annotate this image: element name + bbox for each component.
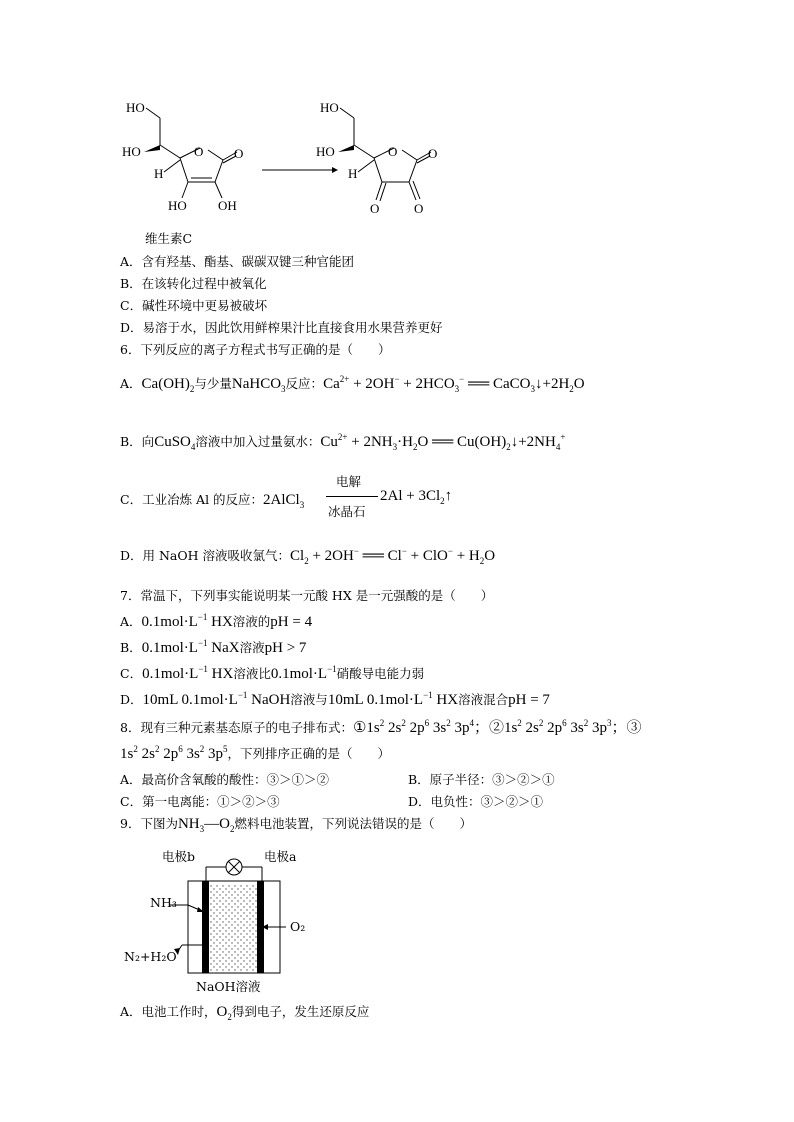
svg-text:O: O	[234, 146, 244, 161]
electrolyte-label: NaOH溶液	[196, 979, 261, 994]
electrolysis-condition-top: 电解	[336, 474, 362, 489]
q5-option-b: B．在该转化过程中被氧化	[120, 276, 267, 291]
vitamin-c-reaction-diagram	[110, 90, 470, 235]
svg-text:O: O	[370, 201, 380, 216]
svg-text:O: O	[428, 146, 438, 161]
q7-stem: 7．常温下，下列事实能说明某一元酸 HX 是一元强酸的是（ ）	[120, 588, 494, 603]
q6-option-c: C．工业冶炼 Al 的反应：2AlCl$_3$	[120, 492, 305, 510]
electrode-b-label: 电极b	[162, 849, 196, 864]
nh3-label: NH₃	[150, 895, 177, 910]
svg-text:HO: HO	[320, 100, 339, 115]
electrode-a-label: 电极a	[264, 849, 297, 864]
q8-option-a: A．最高价含氧酸的酸性：③＞①＞②	[120, 772, 330, 787]
svg-text:HO: HO	[316, 144, 335, 159]
q5-option-d: D．易溶于水，因此饮用鲜榨果汁比直接食用水果营养更好	[120, 320, 443, 335]
svg-text:O: O	[388, 144, 398, 159]
q5-option-a: A．含有羟基、酯基、碳碳双键三种官能团	[120, 254, 355, 269]
q6-option-a: A．$Ca(OH)_2$与少量NaHCO$_3$反应：$Ca^{2+} + 2OH^- + 2HCO_3^-$ ══ $CaCO_3↓+2H_2O$	[120, 374, 585, 394]
q6-option-b: B．向CuSO$_4$溶液中加入过量氨水：$Cu^{2+} + 2NH_3\cdot H_2O$ ══ $Cu(OH)_2↓+2NH_4^+$	[120, 432, 566, 452]
q8-option-b: B．原子半径：③＞②＞①	[408, 772, 555, 787]
q7-option-a: A．$0.1mol\cdot L^{-1}$ HX溶液的pH = 4	[120, 612, 313, 630]
q7-option-b: B．$0.1mol\cdot L^{-1}$ NaX溶液pH > 7	[120, 638, 307, 656]
q8-stem: 8．现有三种元素基态原子的电子排布式：$①1s^2$ $2s^2$ $2p^6$ $3s^2$ $3p^4$；$②1s^2$ $2s^2$ $2p^6$ $3s^2$ $3p^3$；③	[120, 718, 642, 736]
svg-text:O: O	[194, 144, 204, 159]
svg-text:O: O	[414, 201, 424, 216]
q6-stem: 6．下列反应的离子方程式书写正确的是（ ）	[120, 342, 391, 357]
products-label: N₂+H₂O	[124, 949, 177, 964]
q7-option-d: D．10mL $0.1mol\cdot L^{-1}$ NaOH溶液与10mL $0.1mol\cdot L^{-1}$ HX溶液混合pH = 7	[120, 690, 550, 708]
o2-label: O₂	[290, 919, 306, 934]
q9-option-a: A．电池工作时，$O_2$得到电子，发生还原反应	[120, 1004, 370, 1022]
svg-text:HO: HO	[126, 100, 145, 115]
q6-option-d: D．用 NaOH 溶液吸收氯气：$Cl_2 + 2OH^-$ ══ $Cl^- + ClO^- + H_2O$	[120, 546, 496, 566]
svg-text:H: H	[154, 166, 164, 181]
q8-stem-cont: $1s^2$ $2s^2$ $2p^6$ $3s^2$ $3p^5$，下列排序正确的是（ ）	[120, 744, 391, 762]
condition-line	[326, 496, 378, 497]
q5-option-c: C．碱性环境中更易被破坏	[120, 298, 268, 313]
fuel-cell-diagram	[110, 845, 340, 1000]
q8-option-c: C．第一电离能：①＞②＞③	[120, 794, 280, 809]
svg-text:HO: HO	[168, 198, 187, 213]
electrolysis-condition-bottom: 冰晶石	[328, 504, 366, 519]
svg-text:HO: HO	[122, 144, 141, 159]
q7-option-c: C．$0.1mol\cdot L^{-1}$ HX溶液比$0.1mol\cdot L^{-1}$硝酸导电能力弱	[120, 664, 425, 682]
q8-option-d: D．电负性：③＞②＞①	[408, 794, 544, 809]
vitamin-c-caption: 维生素C	[145, 231, 193, 246]
svg-text:OH: OH	[218, 198, 237, 213]
q6-c-products: $2Al + 3Cl_2↑$	[380, 488, 453, 506]
svg-text:H: H	[348, 166, 358, 181]
q9-stem: 9．下图为$NH_3—O_2$燃料电池装置，下列说法错误的是（ ）	[120, 816, 472, 834]
